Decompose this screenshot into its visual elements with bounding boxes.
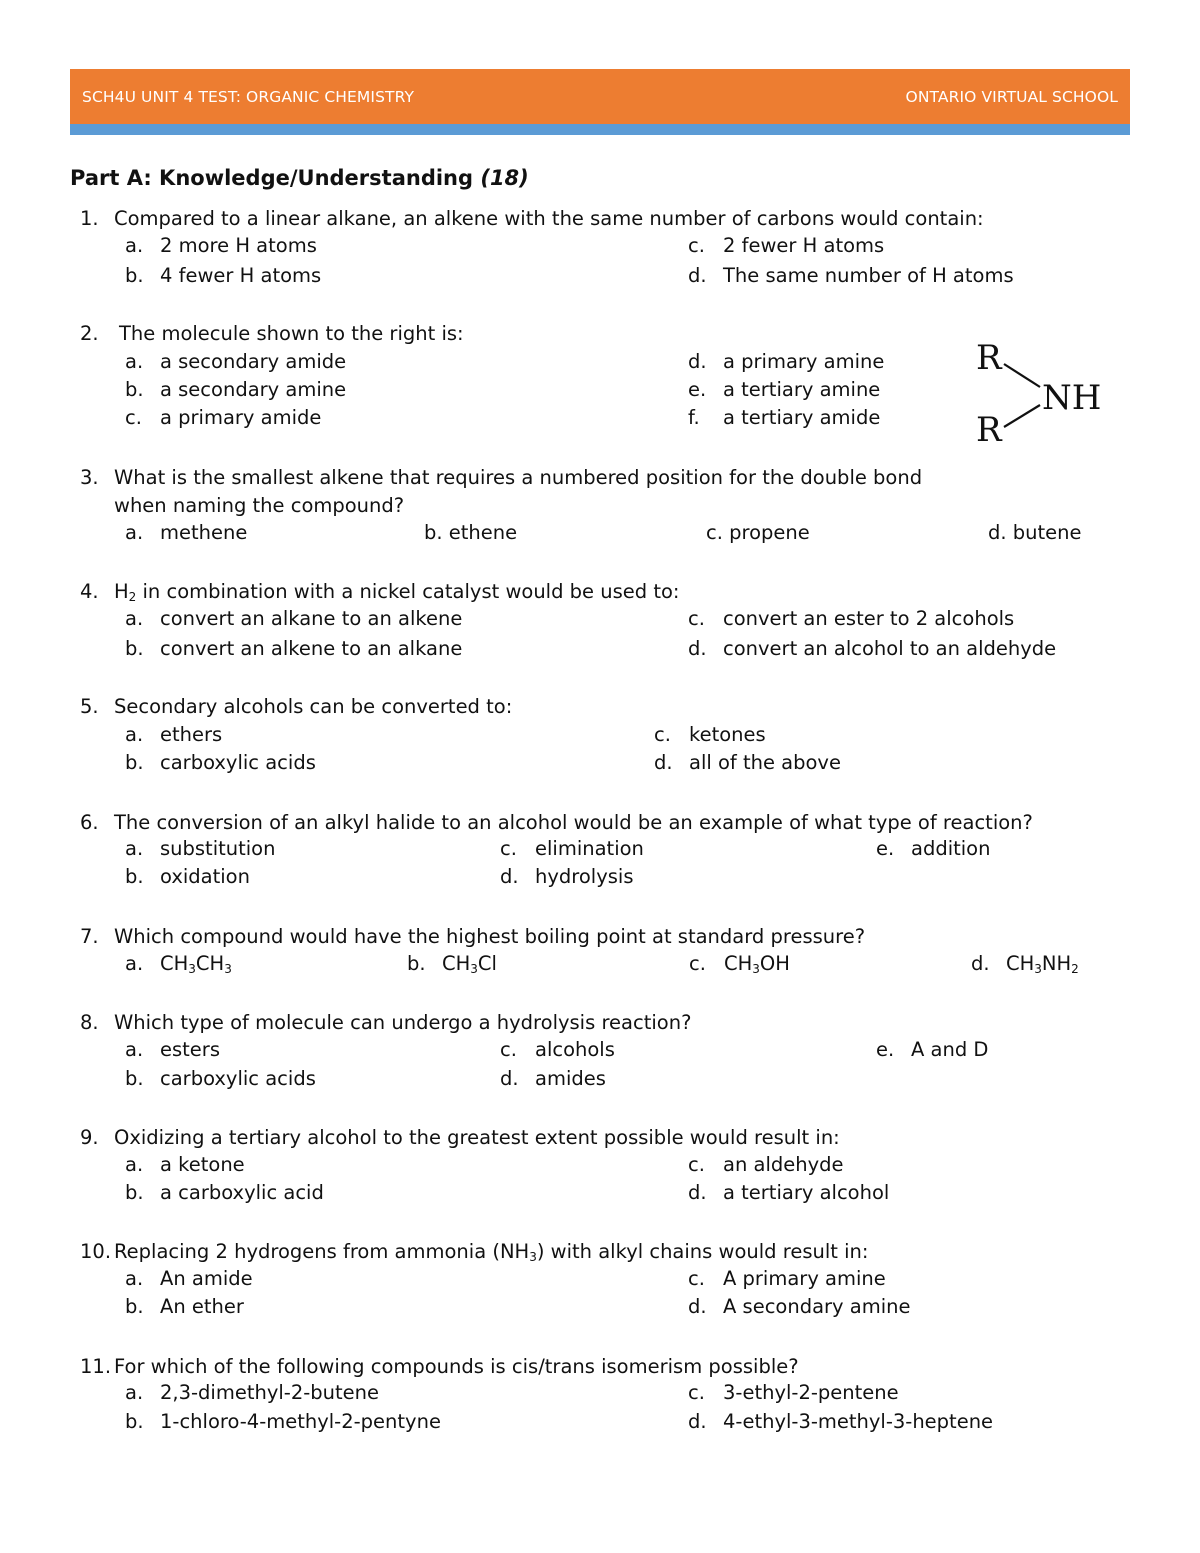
question-text: Compared to a linear alkane, an alkene with the same number of carbons would contain: [114,207,984,230]
question-number: 1. [80,207,99,230]
r-group-bottom: R [976,410,1002,447]
question-text: Which compound would have the highest boiling point at standard pressure? [114,925,866,948]
question-text: For which of the following compounds is cis/trans isomerism possible? [114,1355,799,1378]
r-group-top: R [976,338,1002,378]
header-school-name: ONTARIO VIRTUAL SCHOOL [905,88,1118,106]
question-number: 10. [80,1240,112,1263]
question-text: $H_2$ in combination with a nickel catalyst would be used to: [114,580,680,604]
option-d: d. butene [988,521,1082,544]
secondary-amine-structure [970,337,1110,447]
question-text: Which type of molecule can undergo a hydrolysis reaction? [114,1011,692,1034]
question-number: 2. [80,322,99,345]
nh-group: NH [1042,378,1102,418]
question-text-line-2: when naming the compound? [114,494,405,517]
part-title-text: Part A: Knowledge/Understanding [70,166,474,190]
question-number: 8. [80,1011,99,1034]
header-stripe [70,124,1130,135]
part-marks: (18) [480,166,529,190]
bond-top [1004,364,1040,387]
question-number: 3. [80,466,99,489]
header-course-title: SCH4U UNIT 4 TEST: ORGANIC CHEMISTRY [82,88,415,106]
question-text: Oxidizing a tertiary alcohol to the greatest extent possible would result in: [114,1126,840,1149]
question-text: The conversion of an alkyl halide to an alcohol would be an example of what type of reaction? [114,811,1033,834]
question-number: 9. [80,1126,99,1149]
question-text: Replacing 2 hydrogens from ammonia $(NH_3)$ with alkyl chains would result in: [114,1240,869,1264]
part-title [70,166,529,190]
question-text: Secondary alcohols can be converted to: [114,695,513,718]
question-number: 7. [80,925,99,948]
question-text: What is the smallest alkene that requires a numbered position for the double bond [114,466,923,489]
question-number: 4. [80,580,99,603]
option-c: c. propene [706,521,810,544]
option-b: b. ethene [424,521,518,544]
question-number: 6. [80,811,99,834]
bond-bottom [1004,405,1040,427]
page-header [70,69,1130,124]
question-number: 5. [80,695,99,718]
question-text: The molecule shown to the right is: [119,322,464,345]
question-number: 11. [80,1355,112,1378]
